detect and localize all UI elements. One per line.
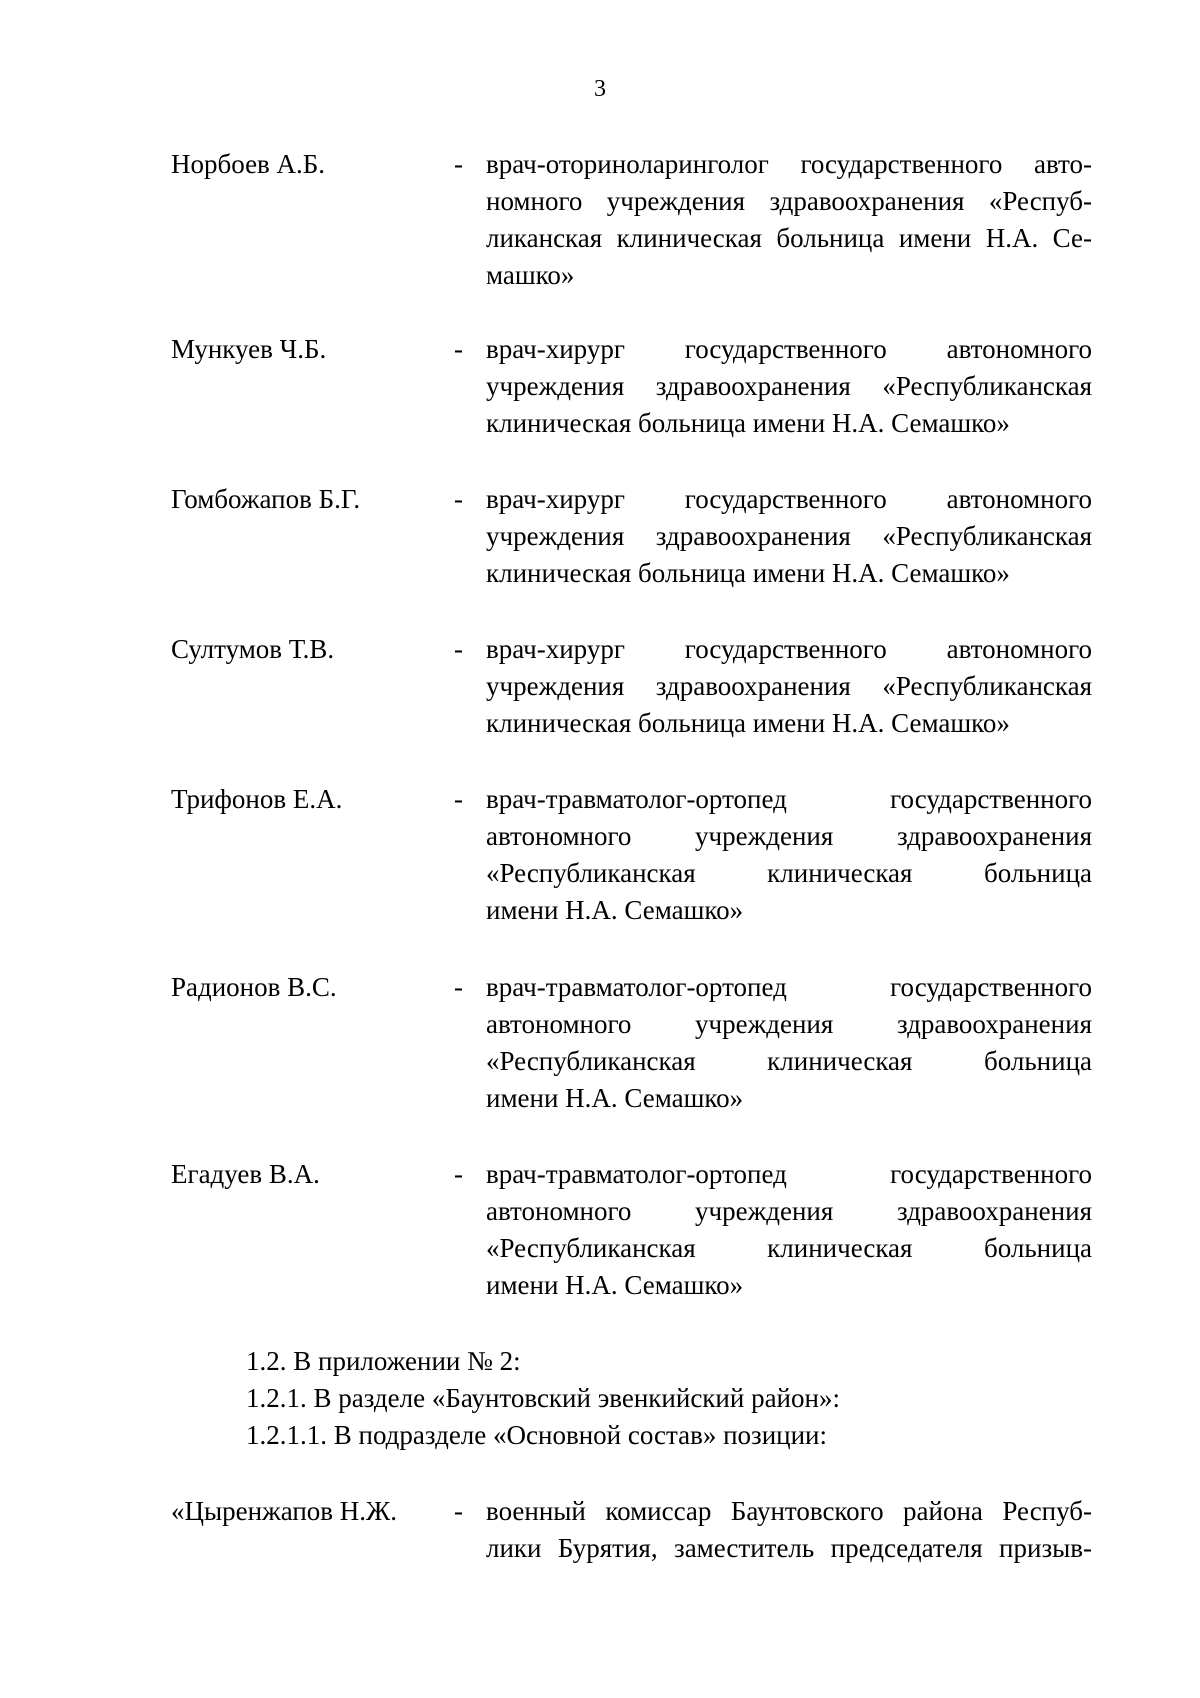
dash: - — [454, 1496, 463, 1526]
description-line: автономного учреждения здравоохранения — [486, 1009, 1092, 1039]
description-line: клиническая больница имени Н.А. Семашко» — [486, 708, 1010, 738]
description-line: номного учреждения здравоохранения «Респуб- — [486, 186, 1092, 216]
description-line: автономного учреждения здравоохранения — [486, 1196, 1092, 1226]
description-line: врач-хирург государственного автономного — [486, 484, 1092, 514]
description-line: лики Бурятия, заместитель председателя призыв- — [486, 1533, 1092, 1563]
description-line: клиническая больница имени Н.А. Семашко» — [486, 408, 1010, 438]
description-line: врач-травматолог-ортопед государственного — [486, 1159, 1092, 1189]
description-line: учреждения здравоохранения «Республиканская — [486, 521, 1092, 551]
description-line: врач-хирург государственного автономного — [486, 334, 1092, 364]
position-description — [486, 1493, 1092, 1567]
description-line: машко» — [486, 260, 575, 290]
dash: - — [454, 634, 463, 664]
description-line: «Республиканская клиническая больница — [486, 858, 1092, 888]
person-name: Гомбожапов Б.Г. — [171, 484, 361, 514]
paragraph-1-2-1: 1.2.1. В разделе «Баунтовский эвенкийский район»: — [246, 1383, 840, 1413]
description-line: врач-хирург государственного автономного — [486, 634, 1092, 664]
position-description — [486, 481, 1092, 592]
description-line: военный комиссар Баунтовского района Респуб- — [486, 1496, 1092, 1526]
description-line: имени Н.А. Семашко» — [486, 895, 744, 925]
dash: - — [454, 1159, 463, 1189]
dash: - — [454, 784, 463, 814]
page-number: 3 — [594, 76, 606, 102]
position-description — [486, 969, 1092, 1117]
description-line: врач-травматолог-ортопед государственного — [486, 972, 1092, 1002]
description-line: учреждения здравоохранения «Республиканская — [486, 671, 1092, 701]
dash: - — [454, 972, 463, 1002]
person-name: Мункуев Ч.Б. — [171, 334, 327, 364]
position-description — [486, 631, 1092, 742]
description-line: врач-оториноларинголог государственного авто- — [486, 149, 1092, 179]
description-line: имени Н.А. Семашко» — [486, 1083, 744, 1113]
description-line: автономного учреждения здравоохранения — [486, 821, 1092, 851]
position-description — [486, 146, 1092, 294]
dash: - — [454, 484, 463, 514]
description-line: учреждения здравоохранения «Республиканская — [486, 371, 1092, 401]
person-name: Егадуев В.А. — [171, 1159, 320, 1189]
description-line: имени Н.А. Семашко» — [486, 1270, 744, 1300]
person-name: Норбоев А.Б. — [171, 149, 326, 179]
person-name: «Цыренжапов Н.Ж. — [171, 1496, 397, 1526]
person-name: Трифонов Е.А. — [171, 784, 343, 814]
paragraph-1-2: 1.2. В приложении № 2: — [246, 1346, 521, 1376]
position-description — [486, 781, 1092, 929]
dash: - — [454, 334, 463, 364]
description-line: ликанская клиническая больница имени Н.А. Се- — [486, 223, 1092, 253]
description-line: врач-травматолог-ортопед государственного — [486, 784, 1092, 814]
description-line: клиническая больница имени Н.А. Семашко» — [486, 558, 1010, 588]
description-line: «Республиканская клиническая больница — [486, 1233, 1092, 1263]
person-name: Радионов В.С. — [171, 972, 337, 1002]
paragraph-1-2-1-1: 1.2.1.1. В подразделе «Основной состав» позиции: — [246, 1420, 828, 1450]
position-description — [486, 1156, 1092, 1304]
person-name: Султумов Т.В. — [171, 634, 335, 664]
description-line: «Республиканская клиническая больница — [486, 1046, 1092, 1076]
dash: - — [454, 149, 463, 179]
position-description — [486, 331, 1092, 442]
